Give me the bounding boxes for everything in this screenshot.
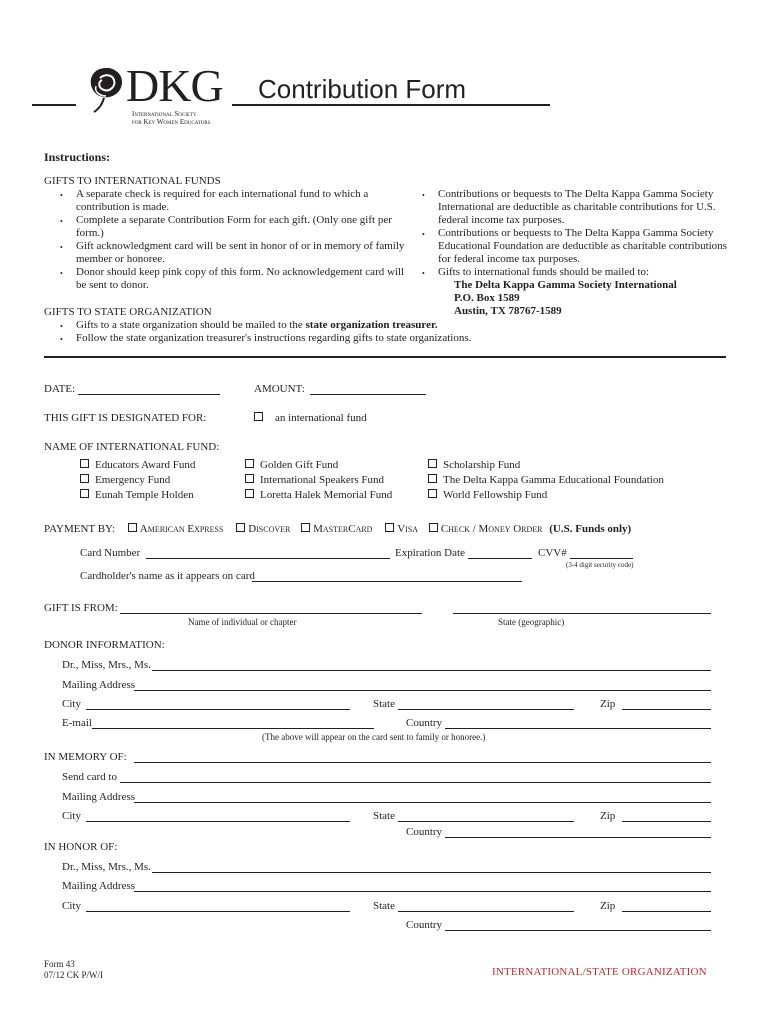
- logo-subtitle-2: for Key Women Educators: [132, 118, 211, 126]
- footer-org: INTERNATIONAL/STATE ORGANIZATION: [492, 966, 707, 978]
- memory-country-label: Country: [406, 826, 443, 838]
- memory-mailing-field[interactable]: [134, 802, 711, 803]
- checkbox[interactable]: [245, 489, 254, 498]
- fund-option-eunah-temple-holden[interactable]: Eunah Temple Holden: [80, 488, 195, 503]
- form-number: Form 43: [44, 959, 75, 969]
- honor-city-field[interactable]: [86, 911, 350, 912]
- list-item: • Contributions or bequests to The Delta Kappa Gamma Society International are deductible as charitable contributions for U.S. federal income tax purposes.: [422, 188, 716, 226]
- memory-country-field[interactable]: [445, 837, 711, 838]
- donor-country-label: Country: [406, 717, 443, 729]
- honor-country-label: Country: [406, 919, 443, 931]
- donor-state-field[interactable]: [398, 709, 574, 710]
- checkbox[interactable]: [236, 523, 245, 532]
- designated-label: THIS GIFT IS DESIGNATED FOR:: [44, 412, 207, 424]
- payment-note: (U.S. Funds only): [549, 523, 632, 535]
- instructions-right-column: [422, 188, 727, 318]
- payment-option-visa[interactable]: Visa: [385, 523, 418, 535]
- list-item: • Contributions or bequests to The Delta Kappa Gamma Society Educational Foundation are deductible as charitable contributions for federal income tax purposes.: [422, 227, 727, 265]
- payment-option-check[interactable]: Check / Money Order: [429, 523, 543, 535]
- honor-title-label: Dr., Miss, Mrs., Ms.: [62, 861, 151, 873]
- payment-label: PAYMENT BY:: [44, 523, 116, 535]
- header-left-rule: [32, 104, 76, 106]
- list-item: • Gifts to a state organization should be mailed to the state organization treasurer.: [60, 319, 438, 331]
- section-divider: [44, 356, 726, 358]
- header-right-rule: [232, 104, 550, 106]
- checkbox[interactable]: [245, 474, 254, 483]
- fund-option-educators-award[interactable]: Educators Award Fund: [80, 458, 195, 473]
- cvv-label: CVV#: [538, 547, 567, 559]
- donor-mailing-field[interactable]: [134, 690, 711, 691]
- donor-zip-field[interactable]: [622, 709, 711, 710]
- memory-mailing-label: Mailing Address: [62, 791, 136, 803]
- fund-option-international-speakers[interactable]: International Speakers Fund: [245, 473, 392, 488]
- mailing-address-line-3: Austin, TX 78767-1589: [454, 305, 562, 317]
- memory-zip-field[interactable]: [622, 821, 711, 822]
- donor-heading: DONOR INFORMATION:: [44, 639, 165, 651]
- fund-option-golden-gift[interactable]: Golden Gift Fund: [245, 458, 392, 473]
- honor-state-field[interactable]: [398, 911, 574, 912]
- memory-state-label: State: [373, 810, 395, 822]
- checkbox[interactable]: [80, 474, 89, 483]
- list-item: • Gifts to international funds should be mailed to:: [422, 266, 650, 278]
- gift-from-state-note: State (geographic): [498, 617, 565, 627]
- fund-column-2: [245, 458, 392, 503]
- intl-funds-heading: GIFTS TO INTERNATIONAL FUNDS: [44, 175, 221, 187]
- card-number-label: Card Number: [80, 547, 141, 559]
- checkbox[interactable]: [128, 523, 137, 532]
- memory-zip-label: Zip: [600, 810, 616, 822]
- donor-zip-label: Zip: [600, 698, 616, 710]
- amount-label: AMOUNT:: [254, 383, 305, 395]
- honor-country-field[interactable]: [445, 930, 711, 931]
- memory-city-label: City: [62, 810, 81, 822]
- checkbox[interactable]: [245, 459, 254, 468]
- payment-row: [44, 523, 631, 536]
- donor-email-label: E-mail: [62, 717, 92, 729]
- gift-from-name-field[interactable]: [120, 613, 422, 614]
- checkbox[interactable]: [428, 474, 437, 483]
- logo-text: DKG: [126, 60, 223, 111]
- amount-field[interactable]: [310, 394, 426, 395]
- page-title: Contribution Form: [258, 74, 467, 104]
- list-item: • Follow the state organization treasurer's instructions regarding gifts to state organizations.: [60, 332, 472, 344]
- fund-option-scholarship[interactable]: Scholarship Fund: [428, 458, 664, 473]
- honor-mailing-field[interactable]: [134, 891, 711, 892]
- honor-name-field[interactable]: [152, 872, 711, 873]
- donor-city-label: City: [62, 698, 81, 710]
- fund-option-educational-foundation[interactable]: The Delta Kappa Gamma Educational Foundation: [428, 473, 664, 488]
- honor-state-label: State: [373, 900, 395, 912]
- memory-city-field[interactable]: [86, 821, 350, 822]
- logo-subtitle-1: International Society: [132, 110, 197, 118]
- cardholder-label: Cardholder's name as it appears on card: [80, 570, 255, 582]
- fund-column-3: [428, 458, 664, 503]
- gift-from-label: GIFT IS FROM:: [44, 602, 118, 614]
- honor-heading: IN HONOR OF:: [44, 841, 118, 853]
- checkbox[interactable]: [301, 523, 310, 532]
- checkbox[interactable]: [80, 489, 89, 498]
- cvv-note: (3-4 digit security code): [566, 561, 634, 569]
- memory-name-field[interactable]: [134, 762, 711, 763]
- donor-name-field[interactable]: [152, 670, 711, 671]
- donor-state-label: State: [373, 698, 395, 710]
- mailing-address-line-2: P.O. Box 1589: [454, 292, 520, 304]
- mailing-address-line-1: The Delta Kappa Gamma Society International: [454, 279, 677, 291]
- gift-from-name-note: Name of individual or chapter: [188, 617, 297, 627]
- gift-from-state-field[interactable]: [453, 613, 711, 614]
- payment-option-mastercard[interactable]: MasterCard: [301, 523, 372, 535]
- send-card-label: Send card to: [62, 771, 117, 783]
- honor-zip-label: Zip: [600, 900, 616, 912]
- checkbox[interactable]: [80, 459, 89, 468]
- date-label: DATE:: [44, 383, 76, 395]
- memory-heading: IN MEMORY OF:: [44, 751, 127, 763]
- card-number-field[interactable]: [146, 558, 390, 559]
- list-item: • Complete a separate Contribution Form for each gift. (Only one gift per form.): [60, 214, 392, 239]
- checkbox[interactable]: [428, 459, 437, 468]
- expiration-field[interactable]: [468, 558, 532, 559]
- checkbox[interactable]: [429, 523, 438, 532]
- donor-city-field[interactable]: [86, 709, 350, 710]
- cardholder-field[interactable]: [252, 581, 522, 582]
- donor-email-field[interactable]: [92, 728, 374, 729]
- honor-zip-field[interactable]: [622, 911, 711, 912]
- donor-title-label: Dr., Miss, Mrs., Ms.: [62, 659, 151, 671]
- honor-mailing-label: Mailing Address: [62, 880, 136, 892]
- send-card-field[interactable]: [120, 782, 711, 783]
- state-org-list: [60, 319, 660, 345]
- fund-option-emergency[interactable]: Emergency Fund: [80, 473, 195, 488]
- rose-logo-icon: [84, 64, 128, 114]
- payment-option-discover[interactable]: Discover: [236, 523, 290, 535]
- fund-heading: NAME OF INTERNATIONAL FUND:: [44, 441, 220, 453]
- state-org-heading: GIFTS TO STATE ORGANIZATION: [44, 306, 212, 318]
- instructions-left-column: [60, 188, 405, 292]
- fund-column-1: [80, 458, 195, 503]
- card-note: (The above will appear on the card sent to family or honoree.): [262, 732, 486, 742]
- checkbox[interactable]: [428, 489, 437, 498]
- form-code: 07/12 CK P/W/I: [44, 970, 104, 980]
- donor-mailing-label: Mailing Address: [62, 679, 136, 691]
- cvv-field[interactable]: [570, 558, 633, 559]
- list-item: • Donor should keep pink copy of this form. No acknowledgement card will be sent to donor.: [60, 266, 405, 291]
- checkbox[interactable]: [254, 412, 263, 421]
- checkbox[interactable]: [385, 523, 394, 532]
- expiration-label: Expiration Date: [395, 547, 465, 559]
- fund-option-world-fellowship[interactable]: World Fellowship Fund: [428, 488, 664, 503]
- donor-country-field[interactable]: [445, 728, 711, 729]
- honor-city-label: City: [62, 900, 81, 912]
- list-item: • A separate check is required for each international fund to which a contribution is made.: [60, 188, 369, 213]
- date-field[interactable]: [78, 394, 220, 395]
- fund-option-loretta-halek[interactable]: Loretta Halek Memorial Fund: [245, 488, 392, 503]
- list-item: • Gift acknowledgment card will be sent in honor of or in memory of family member or honoree.: [60, 240, 405, 265]
- designated-option[interactable]: an international fund: [254, 412, 367, 425]
- instructions-heading: Instructions:: [44, 150, 111, 164]
- memory-state-field[interactable]: [398, 821, 574, 822]
- payment-option-amex[interactable]: American Express: [128, 523, 224, 535]
